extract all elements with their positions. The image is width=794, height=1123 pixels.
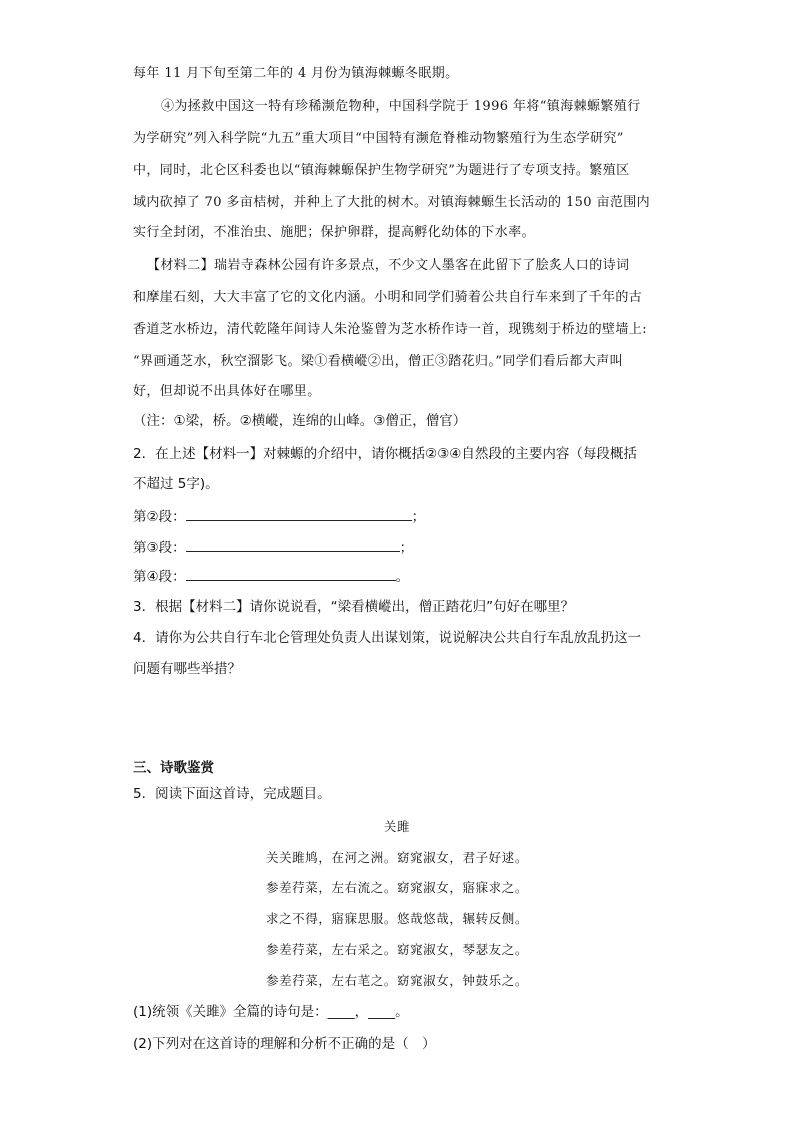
- question-2-line1: 2．在上述【材料一】对棘螈的介绍中，请你概括②③④自然段的主要内容（每段概括: [133, 446, 637, 462]
- material1-p4-line4: 域内砍掉了 70 多亩桔树，并种上了大批的树木。对镇海棘螈生长活动的 150 亩范围内: [133, 195, 651, 210]
- answer-row-paragraph-2: [133, 506, 425, 527]
- question-3: 3．根据【材料二】请你说说看，“梁看横嵷出，僧正踏花归”句好在哪里？: [133, 599, 575, 615]
- poem-line-2: 参差荇菜，左右流之。窈窕淑女，寤寐求之。: [265, 880, 528, 895]
- question-4-line1: 4．请你为公共自行车北仑管理处负责人出谋划策，说说解决公共自行车乱放乱扔这一: [133, 630, 642, 646]
- paragraph-3-end: ；: [399, 540, 414, 556]
- paragraph-3-label: 第③段：: [133, 540, 186, 556]
- material1-p4-line5: 实行全封闭，不准治虫、施肥；保护卵群，提高孵化幼体的下水率。: [133, 225, 536, 240]
- paragraph-2-label: 第②段：: [133, 509, 186, 525]
- poem-title: 关雎: [383, 819, 411, 834]
- question-5: 5．阅读下面这首诗，完成题目。: [133, 786, 331, 802]
- question-4-line2: 问题有哪些举措？: [133, 661, 241, 677]
- answer-blank-paragraph-2[interactable]: [186, 506, 412, 521]
- poem-line-1: 关关雎鸠，在河之洲。窈窕淑女，君子好逑。: [265, 850, 528, 865]
- material1-p4-line2: 为学研究”列入科学院“九五”重大项目“中国特有濒危脊椎动物繁殖行为生态学研究”: [133, 131, 624, 146]
- poem-line-3: 求之不得，寤寐思服。悠哉悠哉，辗转反侧。: [265, 911, 528, 926]
- material1-line-cont: 每年 11 月下旬至第二年的 4 月份为镇海棘螈冬眠期。: [133, 66, 459, 81]
- material2-line2: 和摩崖石刻，大大丰富了它的文化内涵。小明和同学们骑着公共自行车来到了千年的古: [133, 290, 643, 305]
- material2-line4: “界画通芝水，秋空溜影飞。梁①看横嵷②出，僧正③踏花归。”同学们看后都大声叫: [133, 354, 623, 369]
- material2-note: （注：①梁，桥。②横嵷，连绵的山峰。③僧正，僧官）: [133, 413, 467, 429]
- answer-blank-paragraph-3[interactable]: [186, 537, 400, 552]
- answer-row-paragraph-3: [133, 537, 413, 558]
- subquestion-2: (2)下列对在这首诗的理解和分析不正确的是（ ）: [133, 1036, 436, 1052]
- material2-line3: 香道芝水桥边，清代乾隆年间诗人朱沧鉴曾为芝水桥作诗一首，现镌刻于桥边的壁墙上:: [133, 322, 647, 337]
- question-2-line2: 不超过 5字)。: [133, 476, 219, 492]
- material2-line5: 好，但却说不出具体好在哪里。: [133, 384, 321, 399]
- subquestion-1: (1)统领《关雎》全篇的诗句是：____，____。: [133, 1004, 409, 1020]
- poem-line-5: 参差荇菜，左右芼之。窈窕淑女，钟鼓乐之。: [265, 973, 528, 988]
- paragraph-4-label: 第④段：: [133, 569, 186, 585]
- answer-row-paragraph-4: [133, 566, 409, 587]
- paragraph-2-end: ；: [411, 509, 426, 525]
- material2-line1: 【材料二】瑞岩寺森林公园有许多景点，不少文人墨客在此留下了脍炙人口的诗词: [147, 258, 630, 273]
- answer-blank-paragraph-4[interactable]: [186, 566, 396, 581]
- material1-p4-line1: ④为拯救中国这一特有珍稀濒危物种，中国科学院于 1996 年将“镇海棘螈繁殖行: [161, 99, 641, 114]
- paragraph-4-end: 。: [395, 569, 410, 585]
- poem-line-4: 参差荇菜，左右采之。窈窕淑女，琴瑟友之。: [265, 942, 528, 957]
- section-3-heading: 三、诗歌鉴赏: [133, 760, 214, 776]
- material1-p4-line3: 中，同时，北仑区科委也以“镇海棘螈保护生物学研究”为题进行了专项支持。繁殖区: [133, 163, 630, 178]
